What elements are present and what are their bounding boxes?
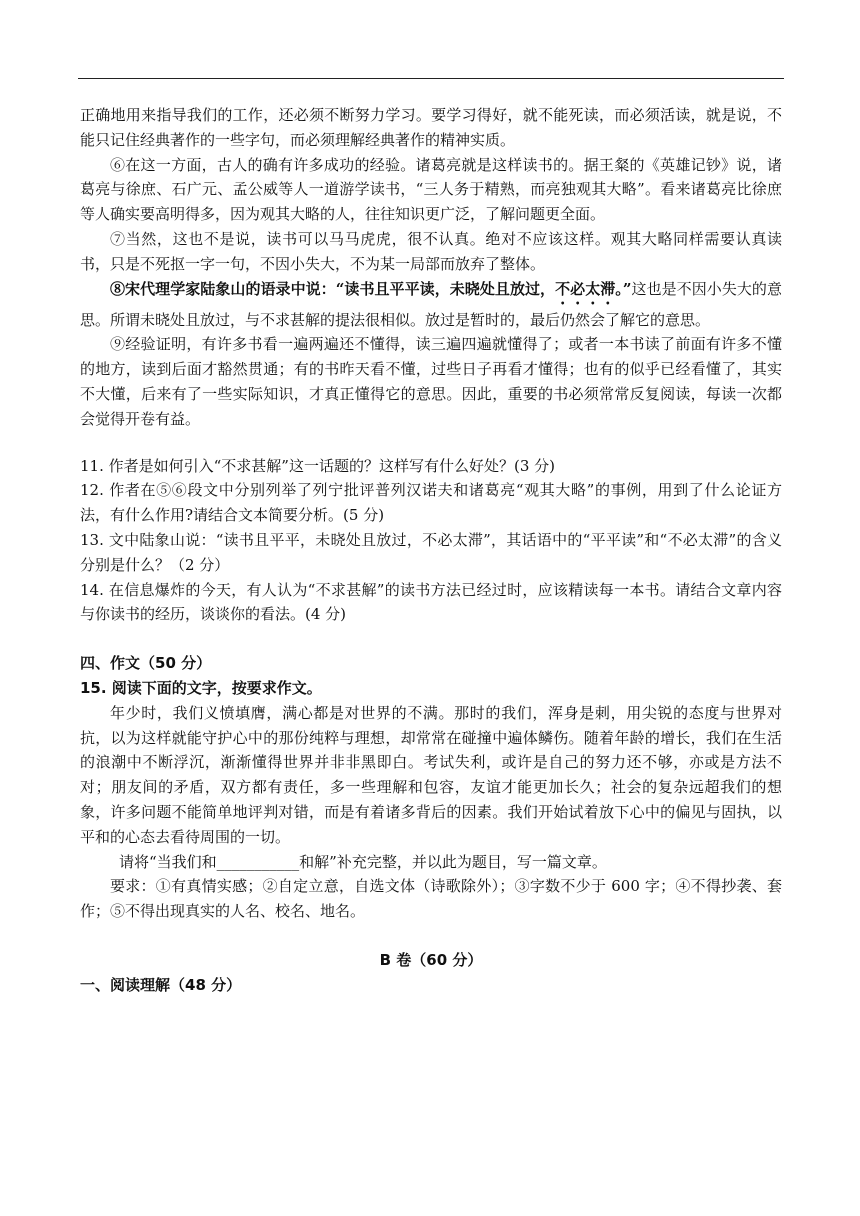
- passage-paragraph-9: ⑨经验证明，有许多书看一遍两遍还不懂得，读三遍四遍就懂得了；或者一本书读了前面有许多不懂的地方，读到后面才豁然贯通；有的书昨天看不懂，过些日子再看才懂得；也有的似乎已经看懂了，其实不大懂，后来有了一些实际知识，才真正懂得它的意思。因此，重要的书必须常常反复阅读，每读一次都会觉得开卷有益。: [80, 335, 782, 428]
- page-content: [80, 103, 782, 998]
- question-14: 14. 在信息爆炸的今天，有人认为“不求甚解”的读书方法已经过时，应该精读每一本书。请结合文章内容与你读书的经历，谈谈你的看法。(4 分): [80, 580, 782, 624]
- passage-paragraph-8: [80, 277, 782, 333]
- passage-paragraph-7: ⑦当然，这也不是说，读书可以马马虎虎，很不认真。绝对不应该这样。观其大略同样需要认真读书，只是不死抠一字一句，不因小失大，不为某一局部而放弃了整体。: [80, 229, 782, 273]
- section-b-part1-heading: 一、阅读理解（48 分）: [80, 975, 242, 994]
- passage-paragraph-6: ⑥在这一方面，古人的确有许多成功的经验。诸葛亮就是这样读书的。据王粲的《英雄记钞》说，诸葛亮与徐庶、石广元、孟公威等人一道游学读书，“三人务于精熟，而亮独观其大略”。看来诸葛亮比徐庶等人确实要高明得多，因为观其大略的人，往往知识更广泛，了解问题更全面。: [80, 155, 782, 224]
- composition-prompt: 请将“当我们和___________和解”补充完整，并以此为题目，写一篇文章。: [119, 852, 607, 871]
- composition-heading: 四、作文（50 分）: [80, 654, 212, 673]
- paragraph-8-rest: 这也是不因小失大的意思。所谓未晓处且放过，与不求甚解的提法很相似。放过是暂时的，最后仍然会了解它的意思。: [80, 279, 782, 329]
- lu-xiangshan-quote: ⑧宋代理学家陆象山的语录中说：“读书且平平读，未晓处且放过，: [110, 279, 556, 298]
- quote-emphasis: 不必太滞: [555, 279, 616, 298]
- composition-task: 15. 阅读下面的文字，按要求作文。: [80, 678, 322, 697]
- quote-end: 。”: [615, 279, 632, 298]
- question-11: 11. 作者是如何引入“不求甚解”这一话题的？这样写有什么好处？(3 分): [80, 456, 555, 475]
- question-12: 12. 作者在⑤⑥段文中分别列举了列宁批评普列汉诺夫和诸葛亮“观其大略”的事例，用到了什么论证方法，有什么作用?请结合文本简要分析。(5 分): [80, 481, 782, 525]
- header-rule: [78, 78, 784, 79]
- composition-requirements: 要求：①有真情实感；②自定立意，自选文体（诗歌除外）；③字数不少于 600 字；④不得抄袭、套作；⑤不得出现真实的人名、校名、地名。: [80, 877, 782, 921]
- section-b-title: B 卷（60 分）: [379, 950, 483, 969]
- passage-paragraph-continued: 正确地用来指导我们的工作，还必须不断努力学习。要学习得好，就不能死读，而必须活读，就是说，不能只记住经典著作的一些字句，而必须理解经典著作的精神实质。: [80, 106, 782, 149]
- composition-material: 年少时，我们义愤填膺，满心都是对世界的不满。那时的我们，浑身是刺，用尖锐的态度与世界对抗，以为这样就能守护心中的那份纯粹与理想，却常常在碰撞中遍体鳞伤。随着年龄的增长，我们在生活的浪潮中不断浮沉，渐渐懂得世界并非非黑即白。考试失利，或许是自己的努力还不够，亦或是方法不对；朋友间的矛盾，双方都有责任，多一些理解和包容，友谊才能更加长久；社会的复杂远超我们的想象，许多问题不能简单地评判对错，而是有着诸多背后的因素。我们开始试着放下心中的偏见与固执，以平和的心态去看待周围的一切。: [80, 703, 782, 846]
- question-13: 13. 文中陆象山说：“读书且平平，未晓处且放过，不必太滞”，其话语中的“平平读”和“不必太滞”的含义分别是什么？（2 分）: [80, 530, 782, 574]
